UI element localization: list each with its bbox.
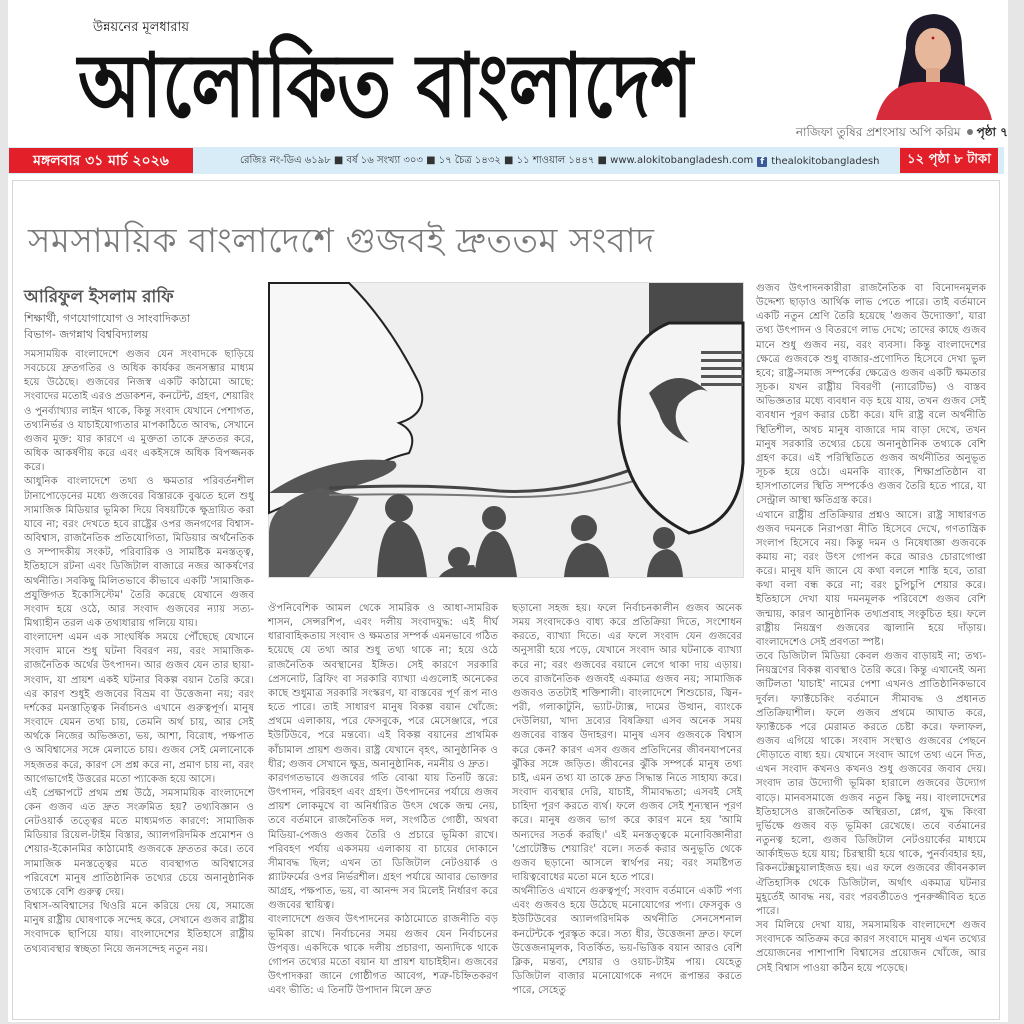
paragraph: বিশ্বাস-অবিশ্বাসের থিওরি মনে করিয়ে দেয় যে, সমাজে মানুষ রাষ্ট্রীয় ঘোষণাকে সন্দেহ করে, সেখানে গুজব রাষ্ট্রীয় সংবাদকে ছাপিয়ে যায়। বাংলাদেশের ইতিহাসে রাষ্ট্রীয় তথ্যব্যবস্থার স্বচ্ছতা নিয়ে জনসন্দেহ নতুন নয়। bbox=[24, 901, 254, 955]
paragraph: অর্থনীতিও এখানে গুরুত্বপূর্ণ; সংবাদ বর্তমানে একটি পণ্য এবং গুজবও হয়ে উঠেছে মনোযোগের পণ্য। ফেসবুক ও ইউটিউবের অ্যালগরিদমিক অর্থনীতি সেনসেশনাল কনটেন্টকে পুরস্কৃত করে। সত্য ধীর, উত্তেজনা দ্রুত। ফলে উত্তেজনামূলক, বিতর্কিত, ভয়-ভিত্তিক বয়ান আরও বেশি ক্লিক, মন্তব্য, শেয়ার ও ওয়াচ-টাইম পায়। যেহেতু ডিজিটাল বাজার মনোযোগকে নগদে রূপান্তর করতে পারে, সেহেতু bbox=[512, 886, 742, 997]
paragraph: ছড়ানো সহজ হয়। ফলে নির্বাচনকালীন গুজব অনেক সময় সংবাদকেও বাধ্য করে প্রতিক্রিয়া দিতে, সংশোধন করতে, ব্যাখ্যা দিতে। এর ফলে সংবাদ যেন গুজবের অনুসারী হয়ে পড়ে, যেখানে সংবাদ আর ঘটনাকে ব্যাখ্যা করে না; বরং গুজবের বয়ানে লেগে থাকা দায় এড়ায়। তবে রাজনৈতিক গুজবই একমাত্র গুজব নয়; সামাজিক গুজবও ততটাই শক্তিশালী। বাংলাদেশে শিশুচোর, জ্বিন-পরী, গলাকাটুনি, ভ্যাট-ট্যাক্স, দামের উত্থান, ব্যাংকে দেউলিয়া, খাদ্য দ্রব্যের বিষক্রিয়া এসব অনেক সময় গুজবের বাস্তব উদাহরণ। মানুষ এসব গুজবকে বিশ্বাস করে কেন? কারণ এসব গুজব প্রতিদিনের জীবনযাপনের ঝুঁকির সঙ্গে জড়িত। জীবনের ঝুঁকি সম্পর্কে মানুষ তথ্য চাই, এমন তথ্য যা তাকে দ্রুত সিদ্ধান্ত নিতে সাহায্য করে। সংবাদ ব্যবস্থার দেরি, যাচাই, সীমাবদ্ধতা; এসবই সেই চাহিদা পূরণ করতে ব্যর্থ। ফলে গুজব সেই শূন্যস্থান পূরণ করে। মানুষ গুজব ভাগ করে কারণ মনে হয় 'আমি অন্যদের সতর্ক করছি।' এই মনস্তত্ত্বকে মনোবিজ্ঞানীরা 'প্রোটেক্টিভ শেয়ারিং' বলে। সতর্ক করার অনুভূতি থেকে গুজব ছড়ানো আসলে স্বার্থপর নয়; বরং সমষ্টিগত দায়িত্ববোধের মতো মনে হতে পারে। bbox=[512, 603, 742, 883]
paragraph: ঔপনিবেশিক আমল থেকে সামরিক ও আধা-সামরিক শাসন, সেন্সরশিপ, এবং দলীয় সংবাদযুদ্ধ: এই দীর্ঘ ধারাবাহিকতায় সংবাদ ও ক্ষমতার সম্পর্ক এমনভাবে গঠিত হয়েছে যে তথ্য আর শুধু তথ্য থাকে না; হয়ে ওঠে রাজনৈতিক অবস্থানের ইঙ্গিত। সেই কারণে সরকারি প্রেসনোট, ব্রিফিং বা সরকারি ব্যাখ্যা এগুলোই অনেকের কাছে শুধুমাত্র সরকারি সংস্করণ, যা বাস্তবের পূর্ণ রূপ নাও হতে পারে। তাই সাধারণ মানুষ বিকল্প বয়ান খোঁজে: প্রথমে এলাকায়, পরে ফেসবুকে, পরে মেসেঞ্জারে, পরে ইউটিউবে, পরে মন্তব্যে। এই বিকল্প বয়ানের প্রাথমিক কাঁচামাল প্রায়শ গুজব। রাষ্ট্র যেখানে বৃহৎ, আনুষ্ঠানিক ও ধীর; গুজব সেখানে ক্ষুদ্র, অনানুষ্ঠানিক, নমনীয় ও দ্রুত। bbox=[268, 603, 498, 770]
paragraph: বাংলাদেশ এমন এক সাংঘর্ষিক সময়ে পৌঁছেছে যেখানে সংবাদ মানে শুধু ঘটনা বিবরণ নয়, বরং সামাজিক-রাজনৈতিক অর্থের উৎপাদন। আর গুজব যেন তার ছায়া-সংবাদ, যা প্রায়শ একই ঘটনার বিকল্প বয়ান তৈরি করে। এর কারণ শুধুই গুজবের বিভ্রম বা উত্তেজনা নয়; বরং দর্শকের মনস্তাত্ত্বিক নির্বাচনও এখানে গুরুত্বপূর্ণ। মানুষ সংবাদে যেমন তথ্য চায়, তেমনি অর্থ চায়, আর সেই অর্থকে নিজের অভিজ্ঞতা, ভয়, আশা, বিরোধ, পক্ষপাত ও অবিশ্বাসের সঙ্গে মেলাতে চায়। গুজব সেই মেলানোকে সহজতর করে, কারণ সে প্রশ্ন করে না, প্রমাণ চায় না, বরং আগেভাগেই উত্তরের মতো প্যাকেজ হয়ে আসে। bbox=[24, 632, 254, 785]
registration-text: রেজিঃ নং-ডিএ ৬১৯৮ ■ বর্ষ ১৬ সংখ্যা ৩০৩ ■ ১৭ চৈত্র ১৪৩২ ■ ১১ শাওয়াল ১৪৪৭ ■ www.alokitobangladesh.com bbox=[240, 155, 754, 166]
article-headline: সমসাময়িক বাংলাদেশে গুজবই দ্রুততম সংবাদ bbox=[28, 221, 655, 261]
photo-page-ref: পৃষ্ঠা ৭ bbox=[976, 125, 1008, 139]
date-badge: মঙ্গলবার ৩১ মার্চ ২০২৬ bbox=[9, 148, 193, 173]
author-name: আরিফুল ইসলাম রাফি bbox=[24, 287, 174, 307]
facebook-handle[interactable]: thealokitobangladesh bbox=[771, 156, 880, 167]
paragraph: তবে ডিজিটাল মিডিয়া কেবল গুজব বাড়ায়ই না; তথ্য-নিয়ন্ত্রণের বিকল্প ব্যবস্থাও তৈরি করে। কিন্তু এখানেই অন্য জটিলতা 'যাচাই' নামের পেশা এখনও প্রাতিষ্ঠানিকভাবে দুর্বল। ফ্যাক্টচেকিং বর্তমানে সীমাবদ্ধ ও প্রধানত প্রতিক্রিয়াশীল। ফলে গুজব প্রথমে আঘাত করে, ফ্যাক্টচেক পরে মেরামত করতে চেষ্টা করে। ফলাফল, গুজব এগিয়ে থাকে। সংবাদ সংস্থাও গুজবের পেছনে দৌড়াতে বাধ্য হয়। যেখানে সংবাদ আগে তথ্য এনে দিত, এখন সংবাদ কখনও কখনও শুধু গুজবের জবাব দেয়। সংবাদ তার উদ্যোগী ভূমিকা হারালে গুজবের উদ্যোগ বাড়ে। মানবসমাজে গুজব নতুন কিছু নয়। বাংলাদেশের ইতিহাসেও রাজনৈতিক অস্থিরতা, প্লেগ, যুদ্ধ কিংবা দুর্ভিক্ষে গুজব বড় ভূমিকা রেখেছে। তবে বর্তমানের নতুনত্ব হলো, গুজব ডিজিটাল নেটওয়ার্কের মাধ্যমে আর্কাইভড হয়ে যায়; চিরস্থায়ী হয়ে থাকে, পুনর্ব্যবহার হয়, রিকনটেক্সচুয়ালাইজড হয়। এর ফলে গুজবের জীবনকাল ঐতিহাসিক থেকে ডিজিটাল, অর্থাৎ একমাত্র ঘটনার মুহূর্তেই আবদ্ধ নয়, বরং পরবর্তীতেও পুনরুজ্জীবিত হতে পারে। bbox=[756, 651, 986, 917]
paragraph: গুজব উৎপাদনকারীরা রাজনৈতিক বা বিনোদনমূলক উদ্দেশ্য ছাড়াও আর্থিক লাভ পেতে পারে। তাই বর্তমানে একটি নতুন শ্রেণি তৈরি হয়েছে 'গুজব উদ্যোক্তা', যারা তথ্য উৎপাদন ও বিতরণে লাভ দেখে; তাদের কাছে গুজব মানে শুধু গুজব নয়, বরং ব্যবসা। কিন্তু বাংলাদেশের ক্ষেত্রে গুজবকে শুধু বাজার-প্রণোদিত হিসেবে দেখা ভুল হবে; রাষ্ট্র-সমাজ সম্পর্কের ক্ষেত্রেও গুজব একটি ক্ষমতার সূচক। যখন রাষ্ট্রীয় বিবরণী (ন্যারেটিভ) ও বাস্তব অভিজ্ঞতার মধ্যে ব্যবধান বড় হয়ে যায়, তখন গুজব সেই ব্যবধান পূরণ করার চেষ্টা করে। যদি রাষ্ট্র বলে অর্থনীতি স্থিতিশীল, অথচ মানুষ বাজারে দাম বাড়া দেখে, তখন মানুষ সরকারি তথ্যের চেয়ে অনানুষ্ঠানিক তথ্যকে বেশি গ্রহণ করে। এই পরিস্থিতিতে গুজব অর্থনীতির অনুভূত সূচক হয়ে ওঠে। এমনকি ব্যাংক, শিক্ষাপ্রতিষ্ঠান বা হাসপাতালের স্থিতি সম্পর্কেও গুজব তৈরি হতে পারে, যা সেন্ট্রাল আস্থা ক্ষতিগ্রস্ত করে। bbox=[756, 283, 986, 507]
bullet-icon bbox=[967, 129, 973, 135]
paragraph: সব মিলিয়ে দেখা যায়, সমসাময়িক বাংলাদেশে গুজব সংবাদকে অতিক্রম করে কারণ সংবাদে মানুষ এখন তথ্যের প্রয়োজনের পাশাপাশি বিশ্বাসের প্রয়োজন খোঁজে, আর সেই বিশ্বাস পাওয়া কঠিন হয়ে পড়েছে। bbox=[756, 920, 986, 974]
paragraph: আধুনিক বাংলাদেশে তথ্য ও ক্ষমতার পরিবর্তনশীল টানাপোড়েনের মধ্যে গুজবের বিস্তারকে বুঝতে হলে শুধু সামাজিক মিডিয়ার ভূমিকা দিয়ে বিষয়টিকে ক্ষুদ্রায়িত করা যাবে না; বরং দেখতে হবে রাষ্ট্রের ওপর জনগণের বিশ্বাস-অবিশ্বাস, রাজনৈতিক প্রতিযোগিতা, মিডিয়ার অর্থনৈতিক ও সম্পাদকীয় সংকট, পরিবারিক ও সামষ্টিক মনস্তত্ত্ব, ইতিহাসে রটনা এবং ডিজিটাল বাজারে নজর আকর্ষণের অর্থনীতি। সবকিছু মিলিতভাবে কীভাবে একটি 'সামাজিক-প্রযুক্তিগত ইকোসিস্টেম' তৈরি করেছে যেখানে গুজব সংবাদ হয়ে ওঠে, আর সংবাদ গুজবের ন্যায় সত্য-মিথ্যাহীন তরল এক তথ্যধারায় গলিয়ে যায়। bbox=[24, 476, 254, 629]
paragraph: সমসাময়িক বাংলাদেশে গুজব যেন সংবাদকে ছাড়িয়ে সবচেয়ে দ্রুতগতির ও অধিক কার্যকর জনসম্ভার মাধ্যম হয়ে উঠেছে। গুজবের নিজস্ব একটি কাঠামো আছে: সংবাদের মতোই এরও প্রডাকশন, কনটেন্ট, গ্রহণ, শেয়ারিং ও পুনর্ব্যাখ্যার লাইন থাকে, কিন্তু সংবাদ যেখানে পেশাগত, তথ্যনির্ভর ও যাচাইযোগ্যতার মাপকাঠিতে আবদ্ধ, সেখানে গুজব মুক্ত: যার কারণে এ মুক্ততা তাকে দ্রুততর করে, অধিক আকর্ষণীয় করে এবং একইসঙ্গে অধিক বিপজ্জনক করে। bbox=[24, 349, 254, 474]
paragraph: বাংলাদেশে গুজব উৎপাদনের কাঠামোতে রাজনীতি বড় ভূমিকা রাখে। নির্বাচনের সময় গুজব যেন নির্বাচনের উপবৃত্ত। একদিকে থাকে দলীয় প্রচারণা, অন্যদিকে থাকে গোপন তথ্যের মতো বয়ান যা প্রায়শ যাচাইহীন। গুজবের উৎপাদকরা জানে গোষ্ঠীগত আবেগ, শত্রু-চিহ্নিতকরণ এবং ভীতি: এ তিনটি উপাদান মিলে দ্রুত bbox=[268, 914, 498, 997]
article-column-3 bbox=[512, 602, 742, 1008]
paragraph: এই প্রেক্ষাপটে প্রথম প্রশ্ন উঠে, সমসাময়িক বাংলাদেশে কেন গুজব এত দ্রুত সংক্রমিত হয়? তথ্যবিজ্ঞান ও নেটওয়ার্ক তত্ত্বের মতে মাধ্যমগত কারণে: সামাজিক মিডিয়ার রিয়েল-টাইম বিস্তার, অ্যালগরিদমিক প্রমোশন ও শেয়ার-ইকোনমির কাঠামোই গুজবকে দ্রুততর করে। তবে সামাজিক মনস্তত্ত্বের মতে ব্যবস্থাগত অবিশ্বাসের পরিবেশে মানুষ প্রাতিষ্ঠানিক তথ্যের চেয়ে অনানুষ্ঠানিক তথ্যকে বেশি গুরুত্ব দেয়। bbox=[24, 787, 254, 898]
article-column-2 bbox=[268, 602, 498, 1008]
author-affiliation bbox=[24, 311, 254, 343]
registration-line bbox=[240, 153, 879, 170]
logo-text: আলোকিত বাংলাদেশ bbox=[78, 34, 828, 137]
celebrity-photo bbox=[866, 8, 996, 120]
affiliation-line-1: শিক্ষার্থী, গণযোগাযোগ ও সাংবাদিকতা bbox=[24, 312, 191, 325]
rumor-illustration bbox=[268, 282, 744, 578]
price-badge: ১২ পৃষ্ঠা ৮ টাকা bbox=[900, 148, 998, 173]
photo-caption[interactable] bbox=[796, 124, 1008, 144]
newspaper-logo bbox=[78, 30, 828, 137]
masthead-tagline: উন্নয়নের মূলধারায় bbox=[93, 20, 190, 35]
affiliation-line-2: বিভাগ- জগন্নাথ বিশ্ববিদ্যালয় bbox=[24, 328, 149, 341]
facebook-icon: f bbox=[757, 157, 767, 167]
photo-caption-text: নাজিফা তুষির প্রশংসায় অপি করিম bbox=[795, 125, 961, 139]
paragraph: এখানে রাষ্ট্রীয় প্রতিক্রিয়ার প্রশ্নও আসে। রাষ্ট্র সাধারণত গুজব দমনকে নিরাপত্তা নীতি হিসেবে দেখে, গণতান্ত্রিক সংলাপ হিসেবে নয়। কিন্তু দমন ও নিষেধাজ্ঞা গুজবকে কমায় না; বরং উৎস গোপন করে আরও চোরাগোপ্তা করে। মানুষ যদি জানে যে কথা বললে শাস্তি হবে, তারা কথা বলা বন্ধ করে না; বরং চুপিচুপি শেয়ার করে। ইতিহাসে দেখা যায় দমনমূলক পরিবেশে গুজব বেশি জন্মায়, কারণ আনুষ্ঠানিক তথ্যপ্রবাহ সংকুচিত হয়। ফলে রাষ্ট্রীয় নিয়ন্ত্রণ গুজবের জ্বালানি হয়ে দাঁড়ায়। বাংলাদেশেও সেই প্রবণতা স্পষ্ট। bbox=[756, 509, 986, 648]
article-column-4 bbox=[756, 282, 986, 1008]
paragraph: কারণগতভাবে গুজবের গতি বোঝা যায় তিনটি স্তরে: উৎপাদন, পরিবহণ এবং গ্রহণ। উৎপাদনের পর্যায়ে গুজব প্রায়শ লোকমুখে বা অনির্ধারিত উৎস থেকে জন্ম নেয়, তবে বর্তমানে রাজনৈতিক দল, সংগঠিত গোষ্ঠী, অথবা মিডিয়া-পেজও গুজব তৈরি ও প্রচারে ভূমিকা রাখে। পরিবহণ পর্যায় একসময় এলাকায় বা চায়ের দোকানে সীমাবদ্ধ ছিল; এখন তা ডিজিটাল নেটওয়ার্ক ও প্ল্যাটফর্মের ওপর নির্ভরশীল। গ্রহণ পর্যায়ে আবার ভোক্তার আগ্রহ, পক্ষপাত, ভয়, বা আনন্দ সব মিলেই নির্ধারণ করে গুজবের স্থায়িত্ব। bbox=[268, 772, 498, 912]
article-column-1 bbox=[24, 348, 254, 1008]
